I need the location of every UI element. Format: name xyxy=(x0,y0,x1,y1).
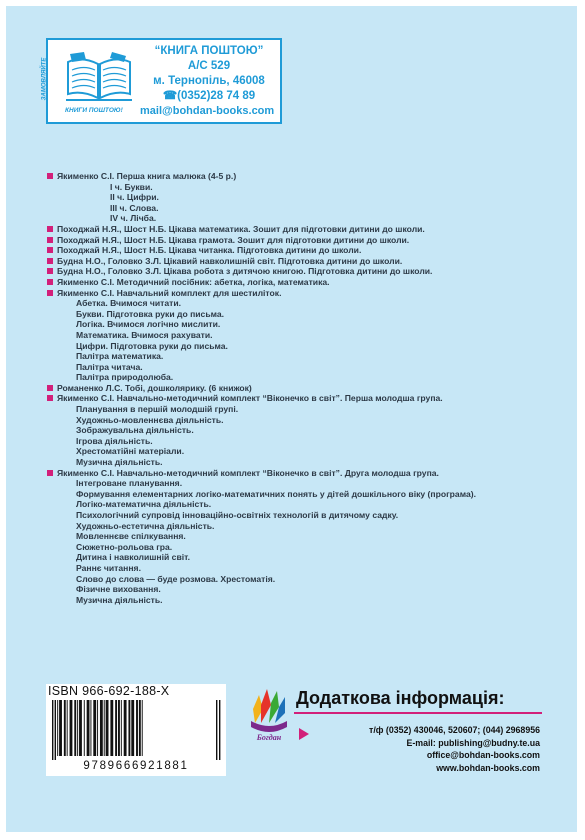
book-list-text: Раннє читання. xyxy=(76,562,141,573)
contact-email-2: office@bohdan-books.com xyxy=(426,750,540,761)
mail-order-stamp xyxy=(41,38,282,124)
book-list-subentry xyxy=(47,330,567,341)
book-list-subentry xyxy=(47,351,567,362)
barcode-bar xyxy=(77,700,78,756)
contact-email: E-mail: publishing@budny.te.ua xyxy=(406,737,540,748)
barcode-bar xyxy=(216,700,217,760)
barcode-bar xyxy=(128,700,130,756)
stamp-under-label: КНИГИ ПОШТОЮ! xyxy=(65,107,123,114)
barcode-bar xyxy=(64,700,66,756)
book-list-text: Музична діяльність. xyxy=(76,457,163,468)
book-list-text: Палітра природолюба. xyxy=(76,372,174,383)
bullet-square-icon xyxy=(47,173,53,179)
book-list-subentry xyxy=(47,446,567,457)
barcode-bar xyxy=(110,700,113,756)
barcode-bar xyxy=(104,700,105,756)
book-list-subentry xyxy=(47,574,567,585)
book-list-entry xyxy=(47,468,567,479)
bullet-square-icon xyxy=(47,470,53,476)
book-list-subentry xyxy=(47,531,567,542)
book-list-entry xyxy=(47,288,567,299)
barcode-bar xyxy=(97,700,98,756)
book-list-subentry xyxy=(47,542,567,553)
book-list-subentry xyxy=(47,584,567,595)
stamp-phone: ☎(0352)28 74 89 xyxy=(162,90,256,102)
book-list-subentry xyxy=(47,182,567,193)
book-list-entry xyxy=(47,171,567,182)
stamp-po-box: А/С 529 xyxy=(187,60,231,72)
book-list-text: Будна Н.О., Головко З.Л. Цікавий навколишній світ. Підготовка дитини до школи. xyxy=(57,255,403,266)
book-list-text: Сюжетно-рольова гра. xyxy=(76,541,173,552)
book-list-text: Слово до слова — буде розмова. Хрестоматія. xyxy=(76,573,276,584)
barcode-bar xyxy=(100,700,103,756)
book-list xyxy=(47,171,567,605)
book-list-text: Психологічний супровід інноваційно-освітніх технологій в дитячому садку. xyxy=(76,510,399,520)
isbn-text: ISBN 966-692-188-X xyxy=(48,684,170,698)
book-list-text: Якименко С.І. Навчально-методичний комплект “Віконечко в світ”. Перша молодша група. xyxy=(57,393,443,404)
bullet-square-icon xyxy=(47,247,53,253)
open-book-icon xyxy=(64,50,134,106)
book-list-entry xyxy=(47,235,567,246)
barcode-bar xyxy=(67,700,68,756)
bullet-square-icon xyxy=(47,237,53,243)
book-list-text: Походжай Н.Я., Шост Н.Б. Цікава математика. Зошит для підготовки дитини до школи. xyxy=(57,223,425,234)
barcode-bar xyxy=(70,700,73,756)
book-list-text: Походжай Н.Я., Шост Н.Б. Цікава грамота. Зошит для підготовки дитини до школи. xyxy=(57,234,410,245)
additional-info-title: Додаткова інформація: xyxy=(296,688,505,708)
barcode-bar xyxy=(87,700,90,756)
contact-phone: т/ф (0352) 430046, 520607; (044) 2968956 xyxy=(369,725,540,735)
book-list-text: Цифри. Підготовка руки до письма. xyxy=(76,340,228,351)
book-list-subentry xyxy=(47,404,567,415)
book-list-text: Хрестоматійні матеріали. xyxy=(76,446,185,457)
book-list-subentry xyxy=(47,489,567,500)
book-list-entry xyxy=(47,245,567,256)
book-list-text: Фізичне виховання. xyxy=(76,584,161,595)
barcode-bar xyxy=(124,700,127,756)
barcode-bar xyxy=(121,700,122,756)
book-list-text: Ігрова діяльність. xyxy=(76,435,153,446)
stamp-side-label: ЗАМОВЛЯЙТЕ xyxy=(41,57,48,101)
book-list-subentry xyxy=(47,436,567,447)
book-list-text: Букви. Підготовка руки до письма. xyxy=(76,308,225,319)
book-list-text: Формування елементарних логіко-математичних понять у дітей дошкільного віку (програма). xyxy=(76,488,476,499)
barcode-bar xyxy=(115,700,117,756)
book-list-entry xyxy=(47,256,567,267)
book-list-text: Якименко С.І. Перша книга малюка (4-5 р.) xyxy=(57,171,237,181)
book-list-text: Абетка. Вчимося читати. xyxy=(76,298,181,309)
book-list-subentry xyxy=(47,595,567,606)
book-list-text: Математика. Вчимося рахувати. xyxy=(76,329,213,340)
barcode-bar xyxy=(59,700,62,756)
book-list-subentry xyxy=(47,298,567,309)
book-list-text: Палітра читача. xyxy=(76,361,143,372)
book-list-subentry xyxy=(47,309,567,320)
book-list-entry xyxy=(47,277,567,288)
barcode-bar xyxy=(139,700,141,756)
book-list-subentry xyxy=(47,341,567,352)
book-list-text: І ч. Букви. xyxy=(110,181,153,192)
book-list-subentry xyxy=(47,372,567,383)
barcode-bar xyxy=(52,700,53,760)
bullet-square-icon xyxy=(47,226,53,232)
book-list-text: Походжай Н.Я., Шост Н.Б. Цікава читанка. Підготовка дитини до школи. xyxy=(57,245,362,256)
book-list-subentry xyxy=(47,192,567,203)
book-list-text: Інтегроване планування. xyxy=(76,478,183,489)
book-list-text: Будна Н.О., Головко З.Л. Цікава робота з дитячою книгою. Підготовка дитини до школи. xyxy=(57,266,433,277)
book-list-subentry xyxy=(47,521,567,532)
book-list-subentry xyxy=(47,319,567,330)
contact-website: www.bohdan-books.com xyxy=(436,762,540,773)
book-list-text: Романенко Л.С. Тобі, дошколярику. (6 книжок) xyxy=(57,382,252,393)
book-list-text: Мовленнєве спілкування. xyxy=(76,531,186,542)
book-list-text: Художньо-мовленнєва діяльність. xyxy=(76,414,224,425)
bullet-square-icon xyxy=(47,279,53,285)
barcode-bar xyxy=(93,700,96,756)
book-list-subentry xyxy=(47,552,567,563)
barcode-bar xyxy=(142,700,143,756)
isbn-block xyxy=(46,684,226,776)
bullet-square-icon xyxy=(47,258,53,264)
stamp-email: mail@bohdan-books.com xyxy=(140,105,275,117)
barcode-bar xyxy=(219,700,220,760)
book-list-subentry xyxy=(47,478,567,489)
bullet-square-icon xyxy=(47,385,53,391)
book-list-subentry xyxy=(47,499,567,510)
bullet-square-icon xyxy=(47,268,53,274)
barcode-bar xyxy=(84,700,85,756)
barcode-number: 9789666921881 xyxy=(83,760,189,772)
stamp-city: м. Тернопіль, 46008 xyxy=(153,75,265,87)
book-list-subentry xyxy=(47,563,567,574)
barcode-bar xyxy=(74,700,76,756)
bullet-square-icon xyxy=(47,395,53,401)
barcode-bar xyxy=(118,700,120,756)
barcode-bar xyxy=(90,700,91,756)
bullet-square-icon xyxy=(47,290,53,296)
book-list-subentry xyxy=(47,213,567,224)
book-list-entry xyxy=(47,393,567,404)
book-list-text: Логіко-математична діяльність. xyxy=(76,499,212,510)
book-list-text: ІІІ ч. Слова. xyxy=(110,202,159,213)
barcode-bar xyxy=(55,700,56,760)
book-list-text: Якименко С.І. Навчально-методичний комплект “Віконечко в світ”. Друга молодша група. xyxy=(57,467,439,478)
book-list-text: Дитина і навколишній світ. xyxy=(76,552,190,563)
book-list-subentry xyxy=(47,203,567,214)
additional-info-contacts xyxy=(260,724,540,774)
book-list-text: ІІ ч. Цифри. xyxy=(110,192,159,203)
publisher-logo-text: Богдан xyxy=(256,733,282,742)
additional-info-divider xyxy=(294,712,542,714)
book-list-text: Логіка. Вчимося логічно мислити. xyxy=(76,319,221,330)
book-list-entry xyxy=(47,266,567,277)
stamp-title: “КНИГА ПОШТОЮ” xyxy=(154,45,264,57)
barcode-bar xyxy=(131,700,134,756)
book-list-text: Музична діяльність. xyxy=(76,594,163,605)
book-list-entry xyxy=(47,224,567,235)
barcode-bar xyxy=(136,700,138,756)
book-list-entry xyxy=(47,383,567,394)
book-list-text: Планування в першій молодшій групі. xyxy=(76,404,239,415)
barcode xyxy=(50,700,222,760)
book-list-text: Художньо-естетична діяльність. xyxy=(76,520,215,531)
barcode-bar xyxy=(57,700,58,756)
book-list-subentry xyxy=(47,457,567,468)
book-list-text: Палітра математика. xyxy=(76,351,164,362)
book-list-subentry xyxy=(47,425,567,436)
barcode-bar xyxy=(106,700,109,756)
book-list-subentry xyxy=(47,510,567,521)
book-list-text: Якименко С.І. Навчальний комплект для шестиліток. xyxy=(57,287,282,298)
book-list-text: Якименко С.І. Методичний посібник: абетка, логіка, математика. xyxy=(57,276,330,287)
stamp-address xyxy=(138,44,280,119)
barcode-bar xyxy=(79,700,82,756)
book-list-text: Зображувальна діяльність. xyxy=(76,425,194,436)
book-list-text: ІV ч. Лічба. xyxy=(110,213,157,224)
book-list-subentry xyxy=(47,415,567,426)
book-list-subentry xyxy=(47,362,567,373)
